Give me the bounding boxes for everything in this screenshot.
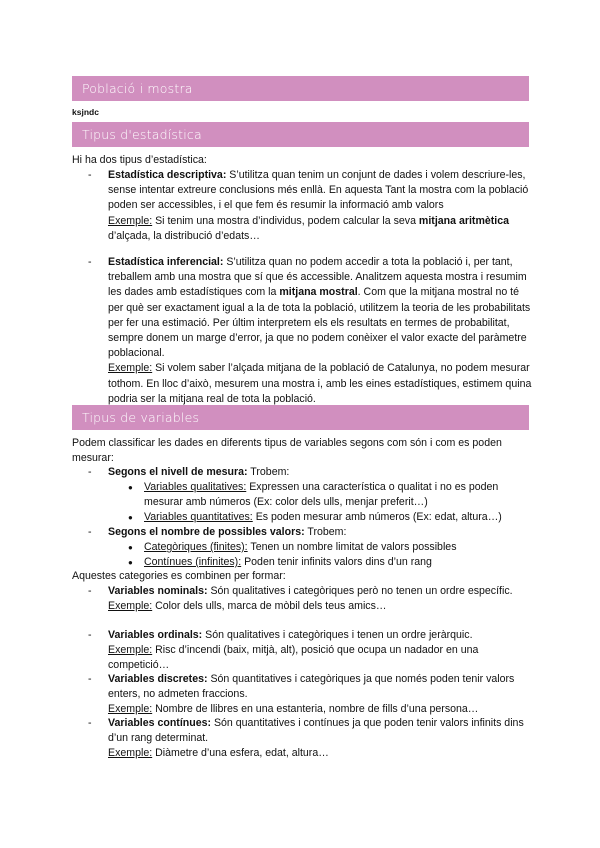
text-nivell: Trobem: bbox=[247, 466, 290, 478]
list-item-continues bbox=[88, 716, 532, 762]
term-nivell: Segons el nivell de mesura: bbox=[108, 466, 248, 478]
dash-marker: - bbox=[88, 717, 92, 729]
bold-term: mitjana aritmètica bbox=[418, 214, 510, 227]
example-label: Exemple: bbox=[108, 644, 153, 657]
bullet-qualitatives bbox=[128, 480, 532, 510]
example-label: Exemple: bbox=[108, 214, 153, 227]
list-item-nominals bbox=[88, 584, 532, 614]
bold-term: mitjana mostral bbox=[279, 286, 358, 299]
dash-marker: - bbox=[88, 585, 92, 597]
term-possibles: Segons el nombre de possibles valors: bbox=[108, 526, 305, 538]
example-label: Exemple: bbox=[108, 747, 153, 760]
bullet-quantitatives bbox=[128, 510, 532, 525]
example-text: Si tenim una mostra d’individus, podem calcular la seva bbox=[152, 214, 419, 227]
section-header-tipus-variables: Tipus de variables bbox=[72, 405, 529, 430]
section-header-poblacio: Població i mostra bbox=[72, 76, 529, 101]
text-continues-def: Són quantitatives i contínues ja que poden tenir valors infinits dins d’un rang determinat. bbox=[108, 717, 524, 745]
text-categoriques: Tenen un nombre limitat de valors possibles bbox=[247, 541, 457, 553]
dash-marker: - bbox=[88, 673, 92, 685]
text-nominals: Són qualitatives i categòriques però no tenen un ordre específic. bbox=[207, 585, 513, 597]
example-text: Color dels ulls, marca de mòbil dels teus amics… bbox=[152, 600, 387, 613]
example-text: Si volem saber l’alçada mitjana de la població de Catalunya, no podem mesurar tothom. En lloc d’això, mesurem una mostra i, amb les eines estadístiques, estimem quina podria ser la mitjana real de tota la població. bbox=[108, 362, 532, 405]
text-descriptiva: S’utilitza quan tenim un conjunt de dades i volem descriure-les, sense intentar extreure conclusions més enllà. En aquesta Tant la mostra com la població poden ser accessibles, i el que fem és resumir la informació amb valors bbox=[108, 169, 529, 212]
term-inferencial: Estadística inferencial: bbox=[108, 256, 224, 268]
dash-marker: - bbox=[88, 256, 92, 268]
term-nominals: Variables nominals: bbox=[108, 585, 208, 597]
bullet-marker: ● bbox=[128, 513, 133, 522]
example-label: Exemple: bbox=[108, 600, 153, 613]
text-possibles: Trobem: bbox=[304, 526, 347, 538]
example-text: Diàmetre d’una esfera, edat, altura… bbox=[152, 747, 329, 760]
bullet-categoriques bbox=[128, 540, 532, 555]
example-text: d’alçada, la distribució d’edats… bbox=[108, 229, 260, 242]
label-continues: Contínues (infinites): bbox=[144, 556, 242, 568]
dash-marker: - bbox=[88, 466, 92, 478]
text-continues: Poden tenir infinits valors dins d’un rang bbox=[241, 556, 432, 568]
vars-combine: Aquestes categories es combinen per formar: bbox=[72, 570, 286, 582]
example-text: Nombre de llibres en una estanteria, nombre de fills d’una persona… bbox=[152, 703, 479, 716]
dash-marker: - bbox=[88, 169, 92, 181]
list-item-nivell bbox=[88, 465, 532, 480]
list-item-ordinals bbox=[88, 628, 532, 674]
text-ordinals: Són qualitatives i categòriques i tenen un ordre jeràrquic. bbox=[202, 629, 473, 641]
label-qualitatives: Variables qualitatives: bbox=[144, 481, 247, 493]
stats-intro: Hi ha dos tipus d’estadística: bbox=[72, 154, 207, 166]
term-discretes: Variables discretes: bbox=[108, 673, 208, 685]
dash-marker: - bbox=[88, 526, 92, 538]
text-inferencial: . Com que la mitjana mostral no té per què ser exactament igual a la de tota la població, utilitzem la teoria de les probabilitats per fer una estimació. Per últim interpretem els els resultats en termes de probabilitat, sempre donem un marge d’error, ja que no podem conèixer el valor exacte del paràmetre poblacional. bbox=[108, 286, 531, 360]
section-header-tipus-estadistica: Tipus d'estadística bbox=[72, 122, 529, 147]
example-label: Exemple: bbox=[108, 362, 153, 375]
example-label: Exemple: bbox=[108, 703, 153, 716]
label-categoriques: Categòriques (finites): bbox=[144, 541, 248, 553]
term-continues: Variables contínues: bbox=[108, 717, 212, 729]
term-ordinals: Variables ordinals: bbox=[108, 629, 203, 641]
list-item-discretes bbox=[88, 672, 532, 718]
bullet-marker: ● bbox=[128, 558, 133, 567]
bullet-marker: ● bbox=[128, 483, 133, 492]
bullet-continues bbox=[128, 555, 532, 570]
bullet-marker: ● bbox=[128, 543, 133, 552]
list-item-descriptiva bbox=[88, 168, 532, 244]
label-quantitatives: Variables quantitatives: bbox=[144, 511, 253, 523]
text-inferencial: S’utilitza quan no podem accedir a tota la població i, per tant, treballem amb una mostra que sí que és accessible. Analitzem aquesta mostra i resumim les dades amb estadístiques com la bbox=[108, 256, 527, 299]
list-item-possibles bbox=[88, 525, 532, 540]
text-qualitatives: Expressen una característica o qualitat i no es poden mesurar amb números (Ex: color dels ulls, menjar preferit…) bbox=[144, 481, 499, 509]
dash-marker: - bbox=[88, 629, 92, 641]
text-quantitatives: Es poden mesurar amb números (Ex: edat, altura…) bbox=[252, 511, 502, 523]
list-item-inferencial bbox=[88, 255, 532, 407]
note-text: ksjndc bbox=[72, 107, 99, 117]
example-text: Risc d’incendi (baix, mitjà, alt), posició que ocupa un nadador en una competició… bbox=[108, 644, 479, 672]
text-discretes: Són quantitatives i categòriques ja que només poden tenir valors enters, no admeten fraccions. bbox=[108, 673, 515, 701]
vars-intro: Podem classificar les dades en diferents tipus de variables segons com són i com es poden mesurar: bbox=[72, 437, 502, 465]
term-descriptiva: Estadística descriptiva: bbox=[108, 169, 227, 181]
